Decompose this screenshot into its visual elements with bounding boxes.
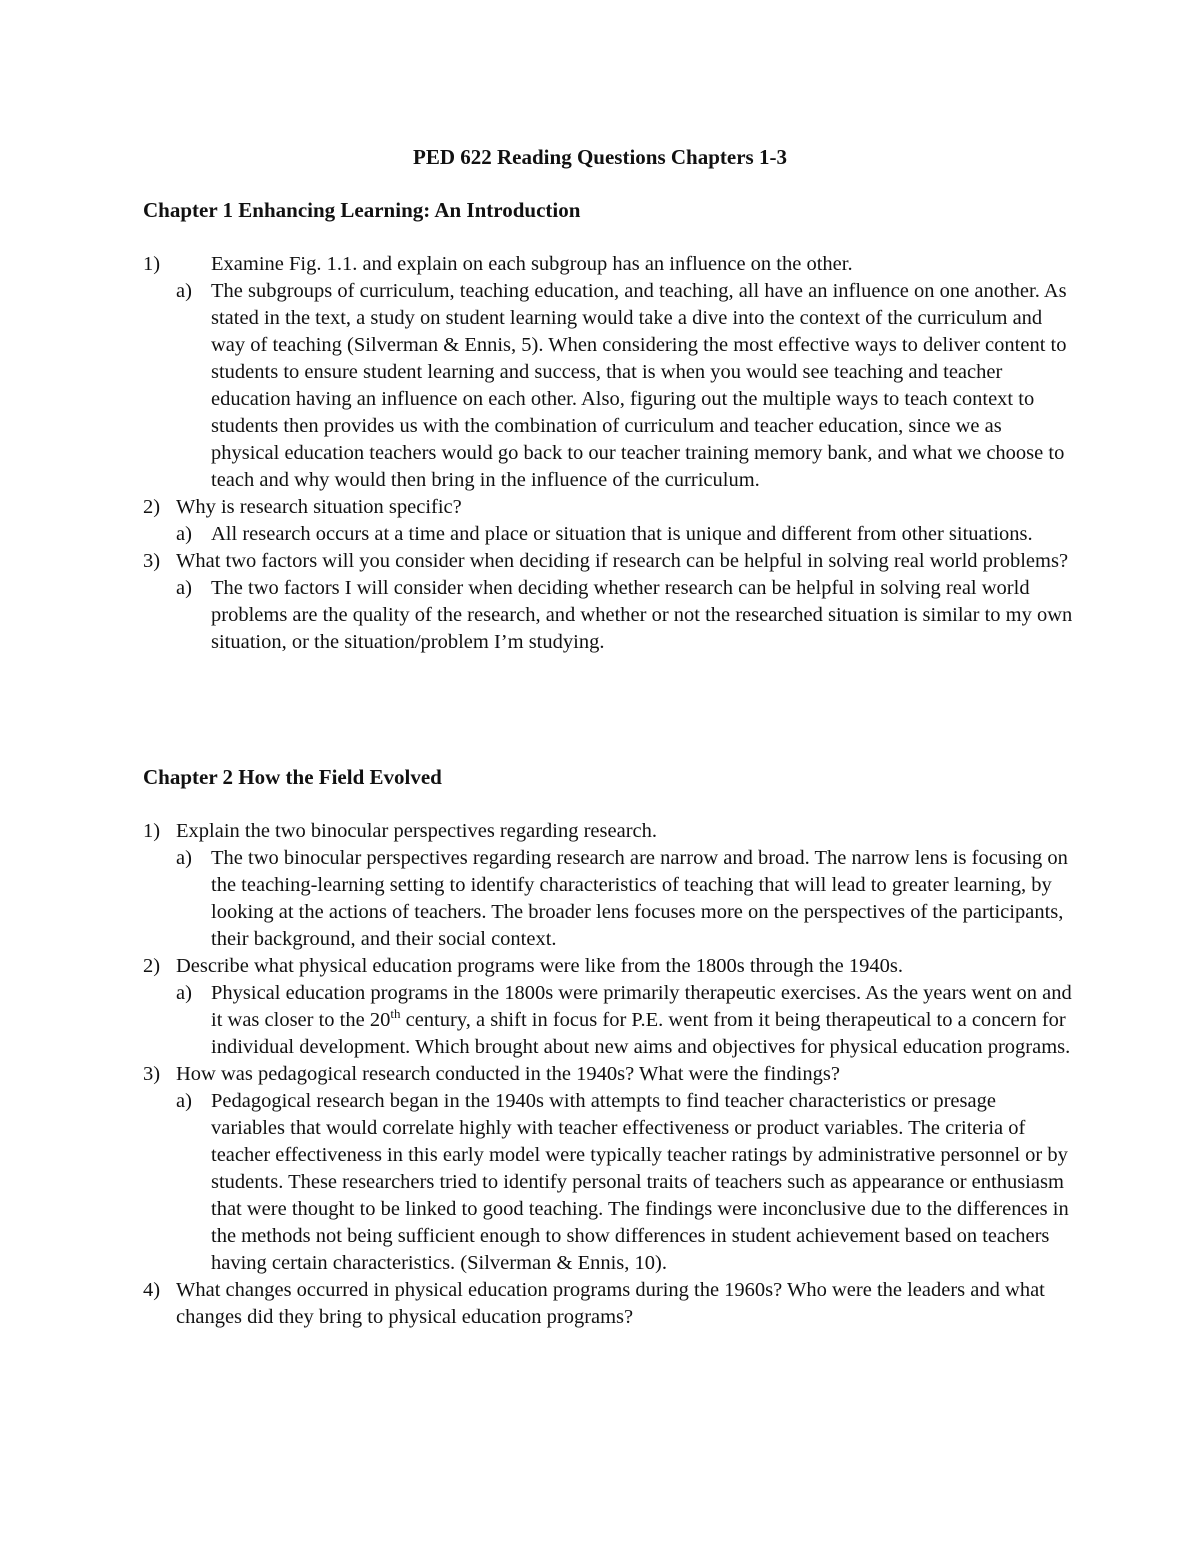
answer-letter: a) <box>176 1090 192 1112</box>
answer-text: All research occurs at a time and place or situation that is unique and different from other situations. <box>211 523 1033 545</box>
answer-text-part1: Physical education programs in the 1800s were primarily therapeutic exercises. As the years went on and it was closer to the 20 <box>211 982 1072 1031</box>
question-text: Explain the two binocular perspectives regarding research. <box>176 820 657 842</box>
answer-letter: a) <box>176 280 192 302</box>
answer-item <box>143 980 1073 1061</box>
question-number: 2) <box>143 496 161 518</box>
question-number: 1) <box>143 820 161 842</box>
chapter-1-questions <box>143 251 1073 656</box>
answer-text: The subgroups of curriculum, teaching education, and teaching, all have an influence on one another. As stated in the text, a study on student learning would take a dive into the context of the curriculum and way of teaching (Silverman & Ennis, 5). When considering the most effective ways to deliver content to students to ensure student learning and success, that is when you would see teaching and teacher education having an influence on each other. Also, figuring out the multiple ways to teach context to students then provides us with the combination of curriculum and teacher education, since we as physical education teachers would go back to our teacher training memory bank, and what we choose to teach and why would then bring in the influence of the curriculum. <box>211 280 1067 491</box>
answer-letter: a) <box>176 982 192 1004</box>
question-item <box>143 251 1073 278</box>
question-item <box>143 494 1073 521</box>
chapter-2-heading: Chapter 2 How the Field Evolved <box>143 765 442 789</box>
document-title: PED 622 Reading Questions Chapters 1-3 <box>413 145 787 169</box>
question-item <box>143 1061 1073 1088</box>
question-item <box>143 548 1073 575</box>
answer-item <box>143 521 1073 548</box>
question-number: 4) <box>143 1279 161 1301</box>
question-number: 3) <box>143 550 161 572</box>
question-text: Why is research situation specific? <box>176 496 462 518</box>
chapter-1-heading: Chapter 1 Enhancing Learning: An Introduction <box>143 198 581 222</box>
answer-item <box>143 575 1073 656</box>
question-text: How was pedagogical research conducted in the 1940s? What were the findings? <box>176 1063 840 1085</box>
answer-letter: a) <box>176 847 192 869</box>
question-number: 2) <box>143 955 161 977</box>
question-item <box>143 818 1073 845</box>
question-text: Examine Fig. 1.1. and explain on each subgroup has an influence on the other. <box>211 253 853 275</box>
answer-item <box>143 845 1073 953</box>
answer-letter: a) <box>176 523 192 545</box>
answer-text <box>211 980 1073 1061</box>
answer-text: The two factors I will consider when deciding whether research can be helpful in solving real world problems are the quality of the research, and whether or not the researched situation is similar to my own situation, or the situation/problem I’m studying. <box>211 577 1073 653</box>
answer-item <box>143 1088 1073 1277</box>
question-number: 3) <box>143 1063 161 1085</box>
question-text: What changes occurred in physical education programs during the 1960s? Who were the leaders and what changes did they bring to physical education programs? <box>176 1279 1045 1328</box>
answer-text: The two binocular perspectives regarding research are narrow and broad. The narrow lens is focusing on the teaching-learning setting to identify characteristics of teaching that will lead to greater learning, by looking at the actions of teachers. The broader lens focuses more on the perspectives of the participants, their background, and their social context. <box>211 847 1068 950</box>
question-item <box>143 1277 1073 1331</box>
answer-letter: a) <box>176 577 192 599</box>
answer-text-part2: century, a shift in focus for P.E. went from it being therapeutical to a concern for individual development. Which brought about new aims and objectives for physical education programs. <box>211 1009 1071 1058</box>
ordinal-superscript: th <box>390 1006 401 1022</box>
chapter-2-questions <box>143 818 1073 1331</box>
answer-text: Pedagogical research began in the 1940s with attempts to find teacher characteristics or presage variables that would correlate highly with teacher effectiveness or product variables. The criteria of teacher effectiveness in this early model were typically teacher ratings by administrative personnel or by students. These researchers tried to identify personal traits of teachers such as appearance or enthusiasm that were thought to be linked to good teaching. The findings were inconclusive due to the differences in the methods not being sufficient enough to show differences in student achievement based on teachers having certain characteristics. (Silverman & Ennis, 10). <box>211 1090 1069 1274</box>
question-text: What two factors will you consider when deciding if research can be helpful in solving real world problems? <box>176 550 1069 572</box>
question-item <box>143 953 1073 980</box>
question-text: Describe what physical education programs were like from the 1800s through the 1940s. <box>176 955 903 977</box>
answer-item <box>143 278 1073 494</box>
question-number: 1) <box>143 253 161 275</box>
